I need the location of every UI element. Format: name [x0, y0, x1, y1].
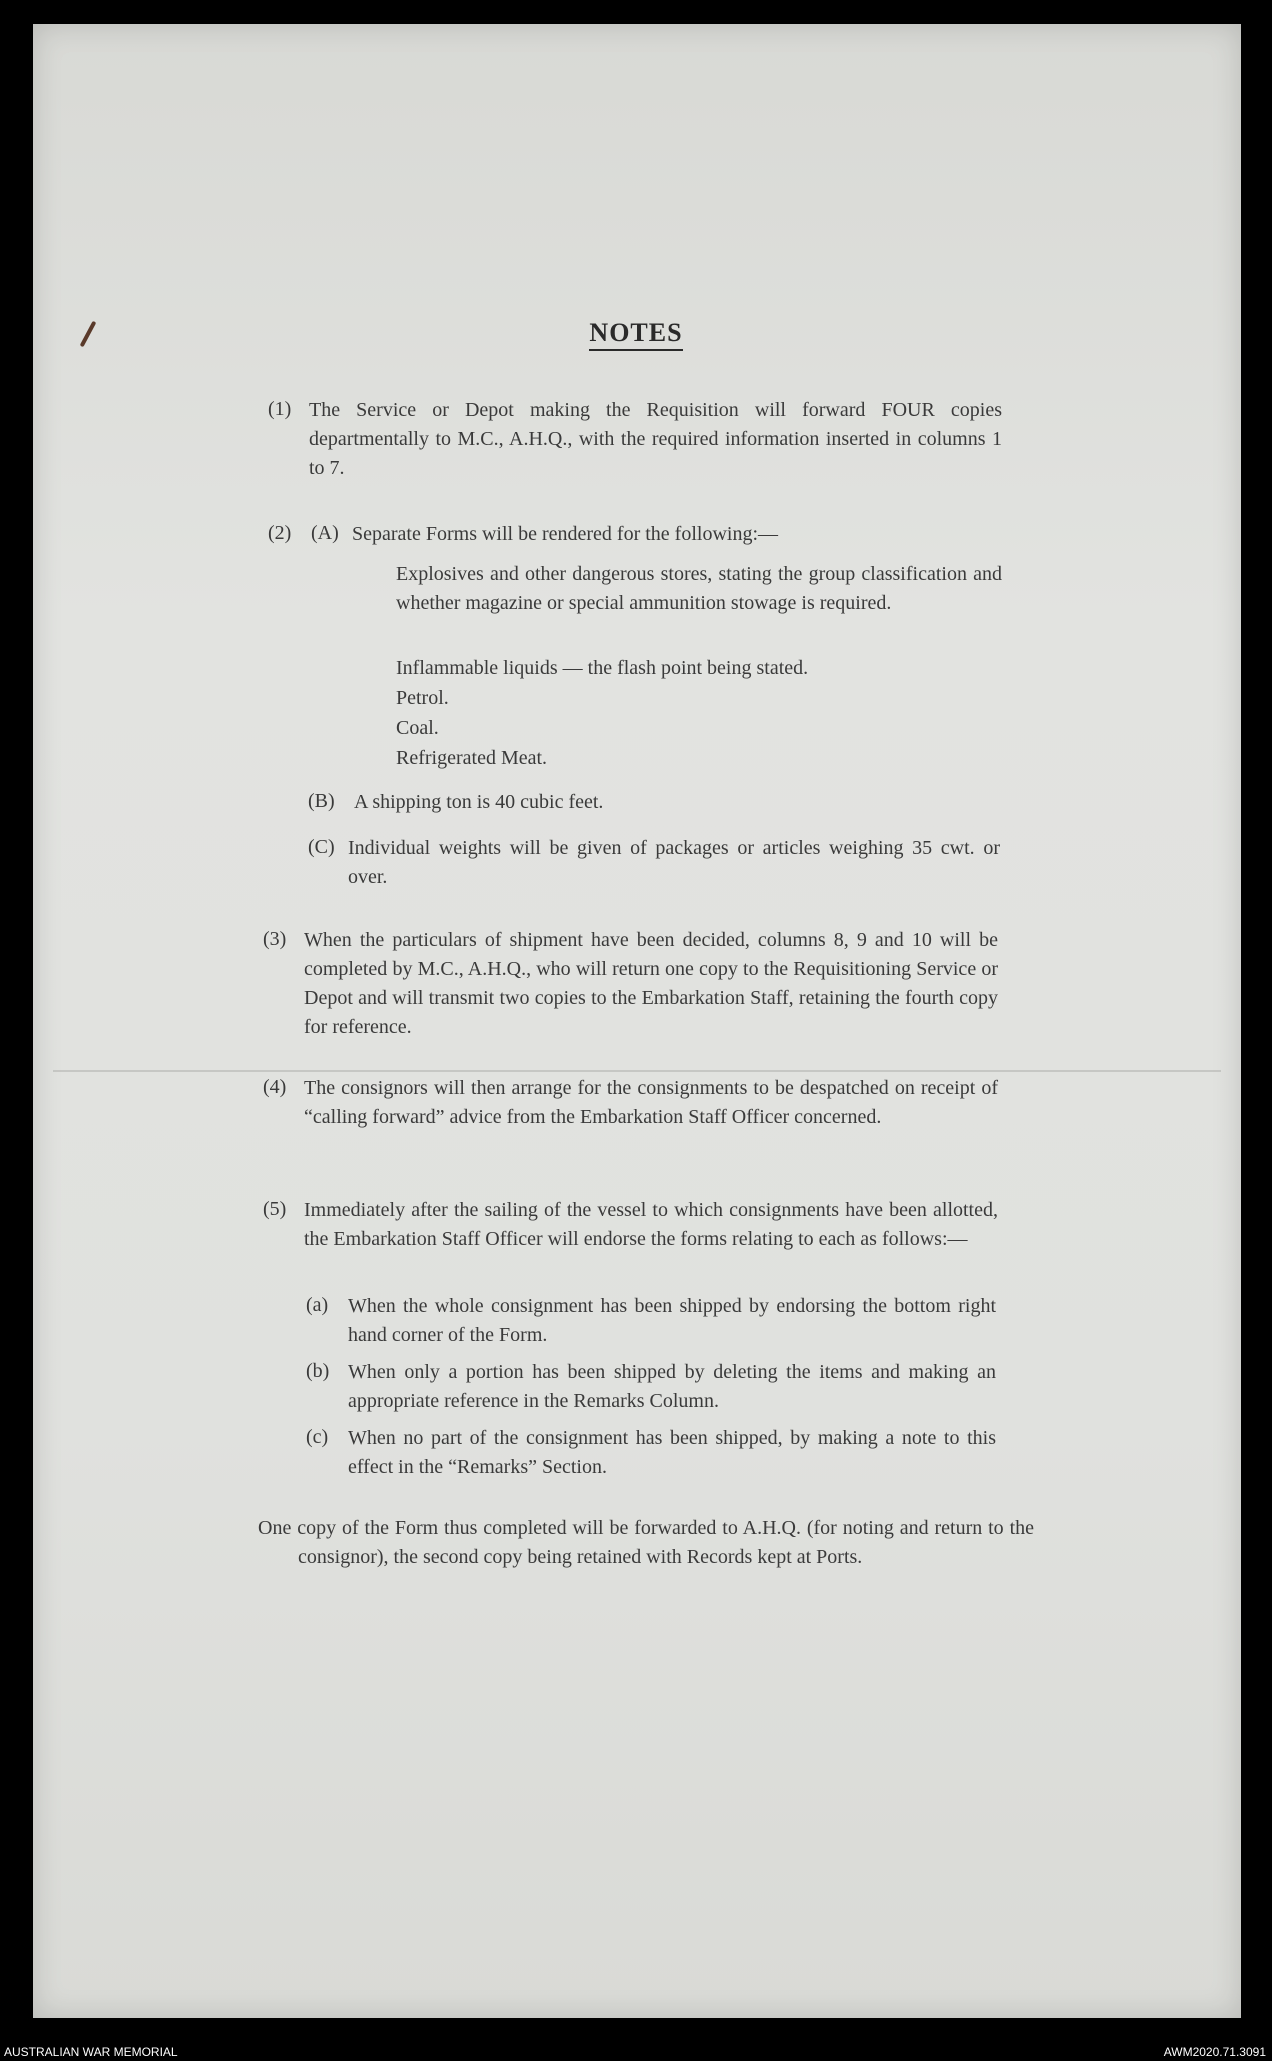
note-5b-text: When only a portion has been shipped by deleting the items and making an appropriate reference in the Remarks Column.	[348, 1361, 996, 1412]
note-3-text: When the particulars of shipment have been decided, columns 8, 9 and 10 will be completed by M.C., A.H.Q., who will return one copy to the Requisitioning Service or Depot and will transmit two copies to the Embarkation Staff, retaining the fourth copy for reference.	[304, 929, 998, 1038]
note-4-number: (4)	[263, 1076, 287, 1098]
closing-paragraph: One copy of the Form thus completed will be forwarded to A.H.Q. (for noting and return to the consignor), the second copy being retained with Records kept at Ports.	[258, 1517, 1034, 1568]
note-2b-label: (B)	[308, 790, 335, 812]
note-2a-text: Separate Forms will be rendered for the following:—	[352, 523, 778, 545]
note-5-text: Immediately after the sailing of the vessel to which consignments have been allotted, the Embarkation Staff Officer will endorse the forms relating to each as follows:—	[304, 1199, 998, 1250]
note-2-item-inflammable: Inflammable liquids — the flash point being stated.	[396, 657, 809, 679]
note-2c-label: (C)	[308, 836, 335, 858]
note-5-number: (5)	[263, 1198, 287, 1220]
fold-crease	[53, 1070, 1221, 1072]
note-2c-text: Individual weights will be given of packages or articles weighing 35 cwt. or over.	[348, 837, 1000, 888]
note-5c-text: When no part of the consignment has been shipped, by making a note to this effect in the “Remarks” Section.	[348, 1427, 996, 1478]
note-2-item-coal: Coal.	[396, 717, 439, 739]
note-4-text: The consignors will then arrange for the consignments to be despatched on receipt of “calling forward” advice from the Embarkation Staff Officer concerned.	[304, 1077, 998, 1128]
note-2-number: (2)	[268, 522, 292, 544]
note-2-item-meat: Refrigerated Meat.	[396, 747, 548, 769]
note-5b-label: (b)	[306, 1360, 330, 1382]
note-2b-text: A shipping ton is 40 cubic feet.	[354, 791, 604, 813]
note-2-item-petrol: Petrol.	[396, 687, 449, 709]
footer-institution: AUSTRALIAN WAR MEMORIAL	[4, 2045, 178, 2059]
note-2a-label: (A)	[311, 522, 339, 544]
note-5c-label: (c)	[306, 1426, 329, 1448]
note-2-item-explosives: Explosives and other dangerous stores, stating the group classification and whether magazine or special ammunition stowage is required.	[396, 563, 1002, 614]
note-5a-label: (a)	[306, 1294, 329, 1316]
note-3-number: (3)	[263, 928, 287, 950]
footer-accession-number: AWM2020.71.3091	[1163, 2045, 1266, 2059]
note-5a-text: When the whole consignment has been shipped by endorsing the bottom right hand corner of the Form.	[348, 1295, 996, 1346]
note-1-number: (1)	[268, 398, 292, 420]
archive-footer	[0, 2043, 1272, 2061]
note-1-text: The Service or Depot making the Requisition will forward FOUR copies departmentally to M.C., A.H.Q., with the required information inserted in columns 1 to 7.	[309, 399, 1002, 479]
notes-heading: NOTES	[0, 318, 1272, 348]
